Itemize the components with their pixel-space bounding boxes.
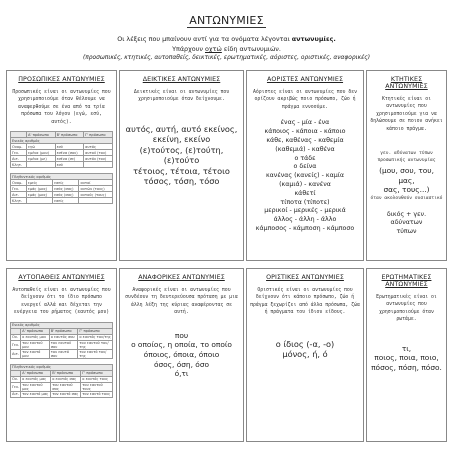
table-cell: του εαυτού μου: [21, 340, 50, 349]
example-line: τύπων: [396, 228, 417, 236]
table-subheader: Πληθυντικός αριθμός: [11, 364, 113, 370]
cell-description: Ερωτηματικές είναι οι αντωνυμίες που χρησιμοποιούμε όταν ρωτάμε.: [376, 295, 437, 323]
example-line: πόσος, πόση, πόσο.: [371, 362, 442, 372]
table-cell: εσένα (σε): [55, 156, 84, 162]
table-cell: Ονομ.: [11, 180, 27, 186]
example-line: κανένας (κανείς) - καμία: [265, 172, 345, 180]
cell-personal: [6, 70, 117, 261]
example-line: τόσος, τόση, τόσο: [143, 176, 220, 187]
personal-table-plural: [10, 173, 113, 204]
table-cell: Γεν.: [11, 382, 21, 391]
cell-relative: [119, 268, 244, 442]
table-cell: [26, 198, 52, 204]
example-line: που: [174, 330, 189, 340]
cell-title: ΑΝΑΦΟΡΙΚΕΣ ΑΝΤΩΝΥΜΙΕΣ: [138, 274, 225, 281]
example-line: μόνος, ή, ό: [282, 349, 328, 360]
table-cell: του εαυτού σου: [49, 340, 78, 349]
example-line: όσος, όση, όσο: [153, 359, 210, 369]
example-line: (μου, σου, του, μας,: [379, 165, 434, 185]
personal-table-singular: [10, 131, 113, 168]
table-cell: Α' πρόσωπο: [27, 132, 56, 138]
table-cell: ο εαυτός σου: [49, 334, 78, 340]
cell-description: Αυτοπαθείς είναι οι αντωνυμίες που δείχνουν ότι το ίδιο πρόσωπο ενεργεί αλλά και δέχεται την ενέργεια του ρήματος (εαυτός μου): [12, 288, 111, 316]
table-cell: Κλητ.: [11, 162, 27, 168]
table-cell: Γεν.: [11, 186, 27, 192]
example-line: τέτοιος, τέτοια, τέτοιο: [133, 165, 230, 176]
table-cell: Γ' πρόσωπο: [78, 328, 113, 334]
table-cell: τον εαυτό του/της: [78, 349, 113, 358]
table-cell: Ον.: [11, 376, 21, 382]
examples-list: [370, 344, 443, 373]
example-line: (ε)τούτος, (ε)τούτη,: [139, 144, 224, 155]
cell-title: ΠΡΟΣΩΠΙΚΕΣ ΑΝΤΩΝΥΜΙΕΣ: [18, 76, 105, 83]
table-cell: Β' πρόσωπο: [49, 328, 78, 334]
examples-list: [250, 119, 360, 234]
table-cell: [27, 162, 56, 168]
table-cell: [84, 162, 113, 168]
table-cell: εμείς: [26, 180, 52, 186]
cell-description: Οριστικές είναι οι αντωνυμίες που δείχνουν ότι κάποιο πρόσωπο, ζώο ή πράγμα ξεχωρίζει από άλλα πρόσωπα, ζώα ή πράγματα του ίδιου είδους.: [250, 288, 360, 316]
reflexive-table-singular: [10, 322, 113, 359]
cell-description: Αόριστες είναι οι αντωνυμίες που δεν ορίζουν ακριβώς ποιο πρόσωπο, ζώο ή πράγμα εννοούμε.: [253, 90, 357, 110]
table-cell: εσείς: [53, 198, 79, 204]
cell-definitive: [246, 268, 364, 442]
example-line: ποιος, ποια, ποιο,: [374, 353, 439, 363]
cell-description: Δεικτικές είναι οι αντωνυμίες που χρησιμοποιούμε όταν δείχνουμε.: [133, 90, 230, 103]
definition-bold: αντωνυμίες.: [291, 35, 336, 43]
cell-title: ΑΟΡΙΣΤΕΣ ΑΝΤΩΝΥΜΙΕΣ: [266, 76, 344, 83]
cell-indefinite: [246, 70, 364, 261]
definition-line: [0, 35, 453, 43]
table-cell: αυτοί: [79, 180, 113, 186]
count-pre: Υπάρχουν: [172, 45, 206, 53]
possessive-note: γεν. αδύνατων τύπων προσωπικής αντωνυμίας: [377, 151, 436, 163]
example-line: άλλος - άλλη - άλλο: [273, 216, 337, 224]
example-line: ο τάδε: [294, 154, 316, 162]
table-cell: Κλητ.: [11, 198, 27, 204]
grid-row-2: [6, 268, 447, 442]
possessive-note-2: όταν ακολουθούν ουσιαστικό: [370, 195, 443, 201]
cell-title: ΟΡΙΣΤΙΚΕΣ ΑΝΤΩΝΥΜΙΕΣ: [266, 274, 344, 281]
table-cell: Αιτ.: [12, 392, 19, 397]
example-line: ο οποίος, η οποία, το οποίο: [131, 340, 232, 350]
table-cell: Ον.: [11, 334, 21, 340]
table-cell: ο εαυτός του/της: [79, 335, 111, 340]
table-cell: του εαυτού του/της: [78, 340, 113, 349]
table-cell: Αιτ.: [11, 192, 27, 198]
example-line: (ε)τούτο: [163, 155, 200, 166]
table-cell: τον εαυτό σου: [49, 349, 78, 358]
cell-title: ΑΥΤΟΠΑΘΕΙΣ ΑΝΤΩΝΥΜΙΕΣ: [18, 274, 105, 281]
cell-demonstrative: [119, 70, 244, 261]
example-line: κάθε, καθένας - καθεμία: [266, 136, 344, 144]
table-cell: Α' πρόσωπο: [21, 328, 50, 334]
example-line: ένας - μία - ένα: [280, 119, 330, 127]
table-cell: ο εαυτός σας: [51, 376, 81, 382]
cell-interrogative: [366, 268, 447, 442]
example-line: τίποτα (τίποτε): [280, 198, 330, 206]
count-line: [0, 45, 453, 53]
table-cell: τον εαυτό σας: [51, 391, 81, 397]
example-line: κάθετί: [294, 189, 316, 197]
example-line: ο δείνα: [293, 163, 317, 171]
table-cell: ο εαυτός τους: [81, 376, 113, 382]
example-line: όποιος, όποια, όποιο: [143, 349, 220, 359]
table-subheader: Ενικός αριθμός: [11, 322, 113, 328]
table-subheader: Πληθυντικός αριθμός: [11, 174, 113, 180]
table-cell: του εαυτού μας: [21, 382, 51, 391]
table-cell: εσένα (σου): [55, 150, 84, 156]
table-cell: τον εαυτό μου: [21, 349, 50, 358]
reflexive-table-plural: [10, 364, 113, 398]
page-title: ΑΝΤΩΝΥΜΙΕΣ: [189, 14, 264, 27]
definition-text: Οι λέξεις που μπαίνουν αντί για τα ονόματα λέγονται: [117, 35, 292, 43]
example-line: εκείνη, εκείνο: [152, 134, 211, 145]
count-word: οχτώ: [205, 45, 222, 53]
table-cell: εμάς (μας): [26, 192, 52, 198]
table-cell: [79, 198, 113, 204]
table-cell: τον εαυτό τους: [81, 391, 113, 397]
example-line: (καθεμιά) - καθένα: [275, 145, 335, 153]
cell-description: Αναφορικές είναι οι αντωνυμίες που συνδέουν τη δευτερεύουσα πρόταση με μια άλλη λέξη της κύριας αναφέροντας σε αυτή.: [125, 288, 238, 316]
cell-title: ΕΡΩΤΗΜΑΤΙΚΕΣ ΑΝΤΩΝΥΜΙΕΣ: [381, 274, 432, 288]
example-line: ό,τι: [174, 369, 189, 379]
cell-title: ΚΤΗΤΙΚΕΣ ΑΝΤΩΝΥΜΙΕΣ: [385, 76, 428, 90]
table-cell: Αιτ.: [11, 156, 27, 162]
cell-description: Προσωπικές είναι οι αντωνυμίες που χρησιμοποιούμε όταν θέλουμε να αναφερθούμε σε ένα από τα τρία πρόσωπα του λόγου (εγώ, εσύ, αυτός).: [12, 90, 111, 125]
table-cell: του εαυτού τους: [81, 382, 113, 391]
example-line: δικός + γεν. αδύνατων: [386, 210, 427, 227]
table-cell: Β' πρόσωπο: [51, 370, 81, 376]
table-cell: εμένα (μου): [27, 150, 56, 156]
cell-description: Κτητικές είναι οι αντωνυμίες που χρησιμοποιούμε για να δηλώσουμε σε ποιον ανήκει κάποιο πράγμα.: [370, 97, 443, 132]
example-line: μερικοί - μερικές - μερικά: [264, 207, 346, 215]
table-cell: Α' πρόσωπο: [21, 370, 51, 376]
table-cell: εσύ: [55, 144, 84, 150]
example-line: τι,: [401, 343, 412, 353]
example-line: κάποιος - κάποια - κάποιο: [264, 128, 346, 136]
table-cell: Αιτ.: [11, 349, 21, 358]
example-line: κάμποσος - κάμποση - κάμποσο: [255, 225, 355, 233]
table-cell: Γ' πρόσωπο: [81, 370, 113, 376]
table-cell: εσάς (σας): [53, 186, 79, 192]
cell-title: ΔΕΙΚΤΙΚΕΣ ΑΝΤΩΝΥΜΙΕΣ: [142, 76, 221, 83]
example-line: (καμιά) - κανένα: [279, 180, 331, 188]
table-cell: εγώ: [27, 144, 56, 150]
table-cell: Γεν.: [11, 340, 21, 349]
table-cell: Ονομ.: [11, 144, 27, 150]
example-line: ο ίδιος (-α, -ο): [275, 338, 335, 349]
table-cell: εσάς (σας): [53, 192, 79, 198]
table-cell: αυτών (τους): [79, 186, 113, 192]
table-subheader: Ενικός αριθμός: [11, 138, 113, 144]
table-cell: του εαυτού σας: [51, 382, 81, 391]
table-cell: αυτόν (τον): [84, 156, 113, 162]
table-cell: Γ' πρόσωπο: [84, 132, 113, 138]
table-cell: Γεν.: [11, 150, 27, 156]
examples-list: [250, 339, 360, 360]
example-line: σας, τους...): [383, 185, 430, 195]
table-cell: τον εαυτό μας: [21, 391, 51, 397]
cell-reflexive: [6, 268, 117, 442]
page-header: [0, 0, 453, 61]
table-cell: ο εαυτός μας: [21, 376, 51, 382]
count-post: είδη αντωνυμιών.: [221, 45, 281, 53]
table-cell: αυτού (του): [84, 150, 113, 156]
table-cell: εσείς: [53, 180, 79, 186]
table-cell: αυτός: [84, 144, 113, 150]
example-line: αυτός, αυτή, αυτό εκείνος,: [125, 123, 238, 134]
cell-possessive: [366, 70, 447, 261]
examples-list: [370, 166, 443, 195]
table-cell: εμένα (με): [27, 156, 56, 162]
examples-list-2: [370, 211, 443, 237]
grid-row-1: [6, 70, 447, 261]
table-cell: εμάς (μας): [26, 186, 52, 192]
examples-list: [123, 124, 240, 187]
table-cell: Β' πρόσωπο: [55, 132, 84, 138]
table-cell: εσύ: [55, 162, 84, 168]
examples-list: [123, 331, 240, 379]
types-list: (προσωπικές, κτητικές, αυτοπαθείς, δεικτικές, ερωτηματικές, αόριστες, οριστικές, αναφορικές): [82, 55, 371, 61]
table-cell: ο εαυτός μου: [21, 334, 50, 340]
table-cell: αυτούς (τους): [79, 192, 113, 198]
